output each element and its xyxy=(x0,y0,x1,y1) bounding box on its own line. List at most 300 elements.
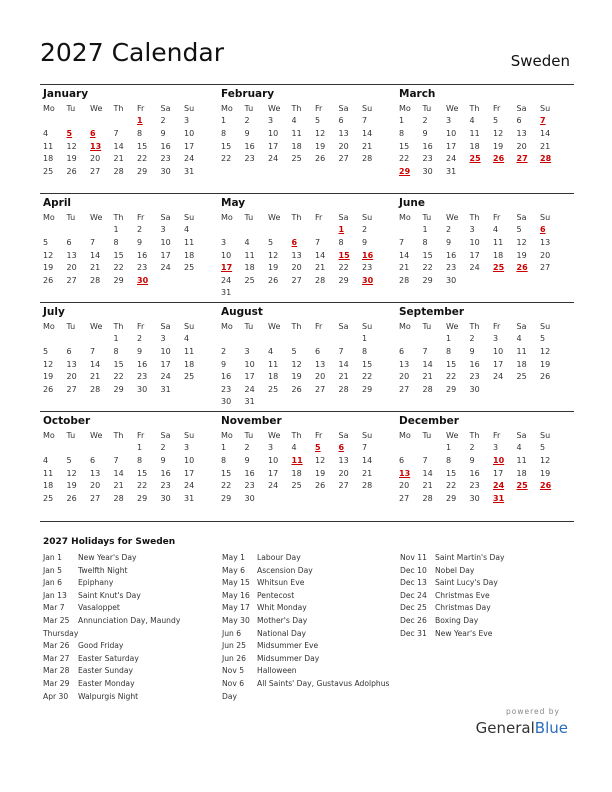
day-cell: 23 xyxy=(244,481,255,491)
day-cell: 28 xyxy=(362,154,373,164)
day-cell: 14 xyxy=(362,128,373,138)
day-cell: 24 xyxy=(184,154,195,164)
weekday-header: Mo xyxy=(399,212,411,222)
week-row xyxy=(399,454,564,467)
weekday-header: Fr xyxy=(493,321,501,331)
holiday-column-2 xyxy=(222,552,398,703)
day-cell: 1 xyxy=(446,443,452,453)
weekday-header: Tu xyxy=(422,430,432,440)
day-cell: 10 xyxy=(184,128,195,138)
day-cell: 28 xyxy=(315,275,326,285)
day-cell: 18 xyxy=(184,359,195,369)
day-cell: 12 xyxy=(516,237,527,247)
day-cell: 27 xyxy=(315,384,326,394)
day-cell: 19 xyxy=(268,263,279,273)
weekday-header: Mo xyxy=(399,321,411,331)
day-cell: 16 xyxy=(469,359,480,369)
weekday-header: Tu xyxy=(422,212,432,222)
weekday-header: Tu xyxy=(66,321,76,331)
day-cell xyxy=(493,274,517,287)
holiday-name: Easter Saturday xyxy=(78,653,139,663)
day-cell: 7 xyxy=(338,346,344,356)
day-cell: 1 xyxy=(113,225,119,235)
holiday-name: Labour Day xyxy=(257,553,301,562)
holiday-name: Good Friday xyxy=(78,641,124,651)
month-table xyxy=(399,211,564,287)
holiday-date: Nov 6 xyxy=(222,678,245,688)
weekday-header: We xyxy=(90,212,103,222)
day-cell: 4 xyxy=(43,128,49,138)
holiday-date: Dec 24 xyxy=(400,590,427,600)
day-cell: 21 xyxy=(113,481,124,491)
week-row xyxy=(399,152,564,165)
day-cell xyxy=(540,274,564,287)
day-cell: 13 xyxy=(338,455,349,465)
holiday-item xyxy=(400,590,574,603)
day-cell: 22 xyxy=(221,481,232,491)
day-cell: 26 xyxy=(540,481,552,491)
weekday-header: Fr xyxy=(493,430,501,440)
day-cell: 26 xyxy=(315,481,326,491)
holiday-item xyxy=(43,665,218,678)
month-name: November xyxy=(221,415,282,427)
day-cell xyxy=(245,224,269,237)
weekday-header: Su xyxy=(362,103,373,113)
day-cell: 14 xyxy=(113,141,124,151)
weekday-header: Th xyxy=(469,212,480,222)
weekday-header: Th xyxy=(291,430,302,440)
day-cell: 13 xyxy=(66,250,77,260)
day-cell: 4 xyxy=(516,334,522,344)
day-cell: 12 xyxy=(43,250,54,260)
day-cell: 3 xyxy=(493,334,499,344)
week-row xyxy=(399,442,564,455)
day-cell: 11 xyxy=(516,455,527,465)
holiday-name: New Year's Day xyxy=(78,553,137,562)
day-cell: 31 xyxy=(221,288,232,298)
day-cell: 3 xyxy=(268,443,274,453)
day-cell: 9 xyxy=(244,455,250,465)
day-cell: 2 xyxy=(469,334,475,344)
week-row xyxy=(221,115,386,128)
day-cell: 11 xyxy=(244,250,255,260)
week-row xyxy=(43,383,208,396)
holiday-name: Pentecost xyxy=(257,590,295,600)
weekday-header: Sa xyxy=(160,212,171,222)
weekday-header: Tu xyxy=(66,212,76,222)
month-april xyxy=(40,194,218,302)
day-cell: 6 xyxy=(399,455,405,465)
weekday-header: Su xyxy=(540,430,551,440)
day-cell: 13 xyxy=(291,250,302,260)
weekday-header: We xyxy=(268,103,281,113)
day-cell: 1 xyxy=(338,225,345,235)
day-cell xyxy=(517,165,541,178)
week-row xyxy=(221,492,386,505)
day-cell: 9 xyxy=(469,455,475,465)
month-table xyxy=(43,211,208,287)
weekday-header: Sa xyxy=(516,103,527,113)
day-cell: 23 xyxy=(160,481,171,491)
day-cell: 1 xyxy=(113,334,119,344)
day-cell: 19 xyxy=(66,481,77,491)
month-row xyxy=(40,193,574,302)
week-row xyxy=(221,236,386,249)
month-name: August xyxy=(221,306,263,318)
day-cell xyxy=(315,333,339,346)
holiday-date: Mar 28 xyxy=(43,666,70,676)
day-cell: 17 xyxy=(160,250,171,260)
day-cell: 1 xyxy=(422,225,428,235)
week-row xyxy=(399,274,564,287)
month-june xyxy=(396,194,574,302)
weekday-header: Th xyxy=(113,430,124,440)
day-cell: 28 xyxy=(362,481,373,491)
month-name: December xyxy=(399,415,459,427)
day-cell xyxy=(67,442,91,455)
holiday-item xyxy=(43,615,218,628)
holiday-date: May 17 xyxy=(222,603,250,613)
day-cell: 15 xyxy=(113,250,124,260)
day-cell: 6 xyxy=(516,116,522,126)
weekday-header: Th xyxy=(113,103,124,113)
day-cell: 16 xyxy=(244,141,255,151)
day-cell: 17 xyxy=(446,141,457,151)
day-cell: 8 xyxy=(113,346,119,356)
brand-blue: Blue xyxy=(534,719,568,737)
week-row xyxy=(221,261,386,274)
weekday-header: We xyxy=(446,103,459,113)
day-cell: 5 xyxy=(493,116,499,126)
day-cell: 7 xyxy=(362,116,368,126)
holiday-date: Nov 11 xyxy=(400,553,427,562)
day-cell: 28 xyxy=(422,493,433,503)
day-cell: 27 xyxy=(90,493,101,503)
weekday-header: Mo xyxy=(43,103,55,113)
day-cell: 10 xyxy=(184,455,195,465)
day-cell: 14 xyxy=(338,359,349,369)
day-cell: 22 xyxy=(446,481,457,491)
powered-by-label: powered by xyxy=(506,707,560,716)
day-cell xyxy=(423,333,447,346)
day-cell xyxy=(292,333,316,346)
day-cell: 9 xyxy=(137,237,143,247)
day-cell: 15 xyxy=(399,141,410,151)
day-cell: 3 xyxy=(244,346,250,356)
day-cell xyxy=(292,492,316,505)
day-cell: 18 xyxy=(516,359,527,369)
day-cell: 1 xyxy=(446,334,452,344)
holiday-date: Mar 25 xyxy=(43,615,70,625)
day-cell: 10 xyxy=(268,455,279,465)
day-cell: 16 xyxy=(422,141,433,151)
day-cell: 12 xyxy=(315,455,326,465)
day-cell: 24 xyxy=(446,154,457,164)
day-cell: 13 xyxy=(399,359,410,369)
day-cell: 28 xyxy=(540,154,552,164)
day-cell: 22 xyxy=(446,372,457,382)
day-cell: 19 xyxy=(540,359,551,369)
day-cell: 8 xyxy=(399,128,405,138)
weekday-header: Th xyxy=(469,321,480,331)
weekday-header: Mo xyxy=(43,321,55,331)
holiday-item xyxy=(43,565,218,578)
day-cell: 15 xyxy=(221,141,232,151)
holiday-name: All Saints' Day, Gustavus Adolphus xyxy=(257,678,390,688)
week-row xyxy=(43,224,208,237)
day-cell: 21 xyxy=(113,154,124,164)
day-cell: 14 xyxy=(540,128,551,138)
brand-logo[interactable] xyxy=(476,719,568,737)
day-cell: 18 xyxy=(268,372,279,382)
day-cell: 11 xyxy=(43,141,54,151)
day-cell: 26 xyxy=(493,154,505,164)
holiday-item xyxy=(222,653,398,666)
day-cell: 12 xyxy=(540,346,551,356)
day-cell: 8 xyxy=(137,128,143,138)
month-table xyxy=(43,429,208,505)
holiday-name: Whit Monday xyxy=(257,603,307,613)
day-cell: 7 xyxy=(315,237,321,247)
weekday-header: Sa xyxy=(160,321,171,331)
month-table xyxy=(221,320,386,408)
holiday-item xyxy=(400,565,574,578)
day-cell xyxy=(423,442,447,455)
day-cell: 20 xyxy=(315,372,326,382)
holiday-date: May 16 xyxy=(222,590,250,600)
day-cell: 24 xyxy=(493,372,504,382)
holiday-name: Nobel Day xyxy=(435,565,475,575)
week-row xyxy=(43,152,208,165)
day-cell: 18 xyxy=(43,154,54,164)
day-cell: 23 xyxy=(469,372,480,382)
week-row xyxy=(221,358,386,371)
month-name: January xyxy=(43,88,89,100)
holiday-item xyxy=(43,691,218,704)
weekday-header: Mo xyxy=(399,430,411,440)
week-row xyxy=(43,261,208,274)
day-cell: 25 xyxy=(516,372,527,382)
day-cell: 4 xyxy=(516,443,522,453)
weekday-header: Mo xyxy=(221,103,233,113)
week-row xyxy=(43,127,208,140)
day-cell: 10 xyxy=(160,346,171,356)
day-cell: 11 xyxy=(516,346,527,356)
week-row xyxy=(43,115,208,128)
week-row xyxy=(399,140,564,153)
weekday-header: We xyxy=(446,212,459,222)
day-cell: 8 xyxy=(137,455,143,465)
holiday-item xyxy=(222,678,398,691)
week-row xyxy=(43,454,208,467)
day-cell: 15 xyxy=(422,250,433,260)
day-cell: 9 xyxy=(469,346,475,356)
week-row xyxy=(221,442,386,455)
holiday-name-continued: Thursday xyxy=(43,628,79,638)
day-cell: 30 xyxy=(469,384,480,394)
month-july xyxy=(40,303,218,411)
day-cell: 24 xyxy=(469,263,480,273)
holiday-date: Jan 5 xyxy=(43,565,62,575)
weekday-header: Tu xyxy=(66,430,76,440)
day-cell: 29 xyxy=(446,493,457,503)
day-cell xyxy=(399,333,423,346)
day-cell: 20 xyxy=(399,372,410,382)
day-cell: 6 xyxy=(338,443,345,453)
day-cell: 16 xyxy=(160,468,171,478)
day-cell: 7 xyxy=(362,443,368,453)
week-row xyxy=(221,224,386,237)
day-cell: 14 xyxy=(90,359,101,369)
day-cell: 14 xyxy=(113,468,124,478)
day-cell: 28 xyxy=(90,384,101,394)
day-cell xyxy=(362,396,386,409)
day-cell: 30 xyxy=(221,397,232,407)
holiday-column-3 xyxy=(400,552,574,640)
day-cell: 28 xyxy=(113,166,124,176)
week-row xyxy=(399,115,564,128)
day-cell: 13 xyxy=(315,359,326,369)
day-cell: 5 xyxy=(268,237,274,247)
day-cell: 10 xyxy=(446,128,457,138)
day-cell: 19 xyxy=(315,141,326,151)
week-row xyxy=(399,249,564,262)
month-name: September xyxy=(399,306,465,318)
day-cell: 13 xyxy=(90,141,102,151)
day-cell: 18 xyxy=(291,141,302,151)
weekday-header: Sa xyxy=(516,430,527,440)
week-row xyxy=(43,140,208,153)
day-cell: 2 xyxy=(422,116,428,126)
month-table xyxy=(399,320,564,396)
day-cell: 4 xyxy=(291,443,297,453)
holiday-item xyxy=(222,640,398,653)
week-row xyxy=(399,236,564,249)
day-cell: 17 xyxy=(469,250,480,260)
weekday-header: Fr xyxy=(137,321,145,331)
weekday-header: Su xyxy=(362,321,373,331)
day-cell: 2 xyxy=(469,443,475,453)
holiday-name: Epiphany xyxy=(78,578,114,588)
day-cell: 5 xyxy=(540,334,546,344)
day-cell: 25 xyxy=(291,154,302,164)
country-label: Sweden xyxy=(510,52,570,70)
day-cell: 21 xyxy=(399,263,410,273)
day-cell: 30 xyxy=(469,493,480,503)
month-table xyxy=(221,102,386,165)
day-cell: 27 xyxy=(540,263,551,273)
week-row xyxy=(43,492,208,505)
day-cell: 13 xyxy=(540,237,551,247)
month-table xyxy=(43,102,208,178)
holiday-name: Saint Martin's Day xyxy=(435,553,505,562)
day-cell: 29 xyxy=(446,384,457,394)
day-cell: 11 xyxy=(184,237,195,247)
day-cell: 9 xyxy=(160,128,166,138)
day-cell: 14 xyxy=(422,359,433,369)
holiday-name: Christmas Day xyxy=(435,603,491,613)
holiday-item xyxy=(222,565,398,578)
day-cell: 22 xyxy=(399,154,410,164)
holiday-item xyxy=(43,602,218,615)
holiday-item xyxy=(400,615,574,628)
weekday-header: Mo xyxy=(221,321,233,331)
holiday-name: Easter Monday xyxy=(78,678,135,688)
holiday-name: Saint Knut's Day xyxy=(78,590,141,600)
holiday-name: Vasaloppet xyxy=(78,603,120,613)
day-cell: 25 xyxy=(184,263,195,273)
weekday-header: Tu xyxy=(66,103,76,113)
day-cell: 3 xyxy=(469,225,475,235)
day-cell xyxy=(221,333,245,346)
day-cell: 12 xyxy=(268,250,279,260)
day-cell: 26 xyxy=(291,384,302,394)
day-cell xyxy=(292,396,316,409)
weekday-header: Sa xyxy=(338,212,349,222)
day-cell: 16 xyxy=(362,250,374,260)
day-cell: 2 xyxy=(137,225,143,235)
day-cell: 4 xyxy=(244,237,250,247)
week-row xyxy=(399,127,564,140)
holiday-name: Midsummer Day xyxy=(257,653,320,663)
week-row xyxy=(221,274,386,287)
holiday-date: Dec 31 xyxy=(400,628,427,638)
day-cell: 29 xyxy=(137,166,148,176)
week-row xyxy=(399,345,564,358)
day-cell: 6 xyxy=(315,346,321,356)
weekday-header: We xyxy=(90,321,103,331)
day-cell: 17 xyxy=(160,359,171,369)
day-cell: 17 xyxy=(493,468,504,478)
holiday-name: Christmas Eve xyxy=(435,590,490,600)
day-cell: 8 xyxy=(338,237,344,247)
day-cell: 5 xyxy=(315,116,321,126)
month-december xyxy=(396,412,574,520)
page-title: 2027 Calendar xyxy=(40,38,224,67)
day-cell: 14 xyxy=(422,468,433,478)
day-cell: 24 xyxy=(160,263,171,273)
holiday-date: Dec 26 xyxy=(400,615,427,625)
day-cell: 26 xyxy=(66,166,77,176)
day-cell: 10 xyxy=(493,346,504,356)
week-row xyxy=(43,467,208,480)
day-cell: 30 xyxy=(446,275,457,285)
day-cell: 5 xyxy=(66,455,72,465)
day-cell: 18 xyxy=(516,468,527,478)
day-cell: 8 xyxy=(221,128,227,138)
month-row xyxy=(40,411,574,520)
day-cell: 31 xyxy=(244,397,255,407)
day-cell: 27 xyxy=(90,166,101,176)
day-cell xyxy=(245,287,269,300)
day-cell: 26 xyxy=(516,263,528,273)
month-row xyxy=(40,84,574,193)
day-cell: 9 xyxy=(137,346,143,356)
day-cell: 30 xyxy=(137,275,149,285)
day-cell: 18 xyxy=(43,481,54,491)
day-cell: 15 xyxy=(446,468,457,478)
day-cell xyxy=(315,396,339,409)
day-cell: 17 xyxy=(268,141,279,151)
month-name: May xyxy=(221,197,246,209)
holiday-name: Whitsun Eve xyxy=(257,578,305,588)
weekday-header: Fr xyxy=(137,430,145,440)
day-cell: 4 xyxy=(493,225,499,235)
day-cell: 6 xyxy=(90,455,96,465)
day-cell: 16 xyxy=(221,372,232,382)
day-cell xyxy=(493,165,517,178)
month-name: July xyxy=(43,306,65,318)
